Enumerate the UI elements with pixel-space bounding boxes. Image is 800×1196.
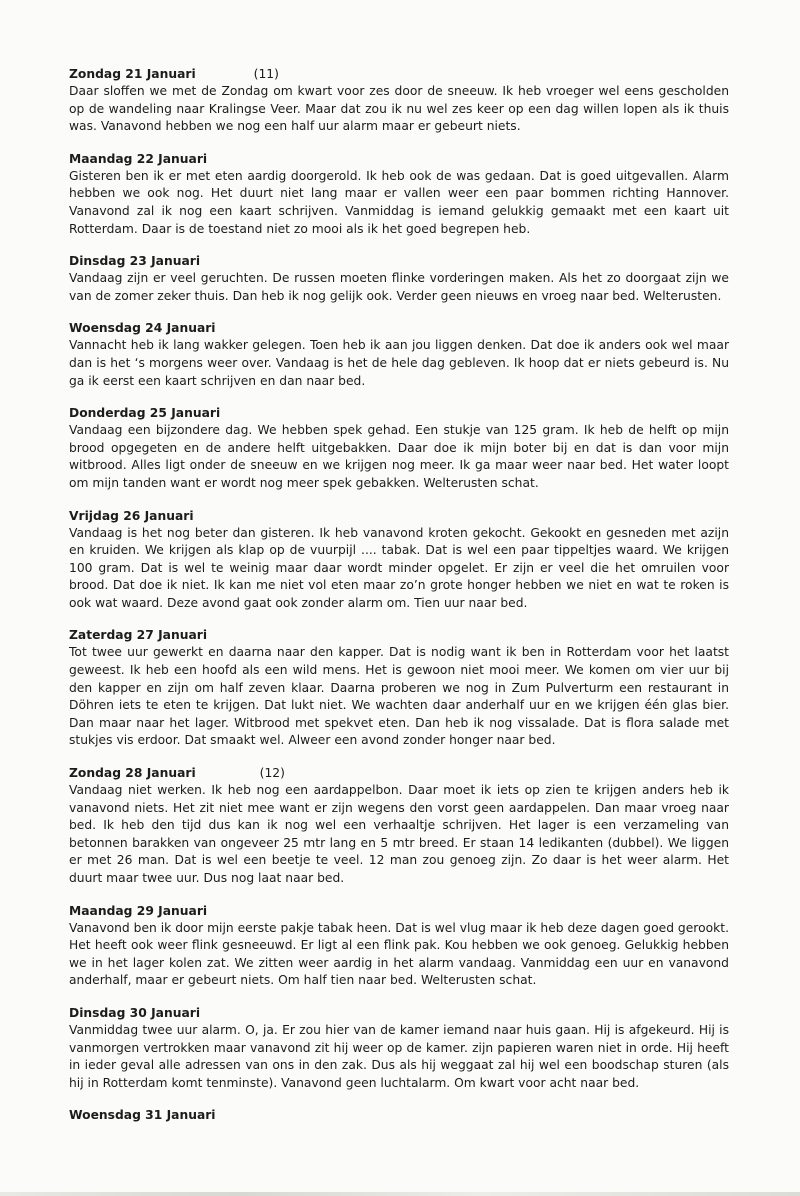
entry-text: Vandaag zijn er veel geruchten. De russen moeten flinke vorderingen maken. Als het zo doorgaat zijn we van de zomer zeker thuis. Dan heb ik nog gelijk ook. Verder geen nieuws en vroeg naar bed. Welterusten. [69,271,729,303]
entry-date: Woensdag 31 Januari [69,1108,216,1123]
entry-heading [69,66,729,83]
entry-text: Gisteren ben ik er met eten aardig doorgerold. Ik heb ook de was gedaan. Dat is goed uitgevallen. Alarm hebben we ook nog. Het duurt niet lang maar er vallen weer een paar bommen richting Hannover. Vanavond zal ik nog een kaart schrijven. Vanmiddag is iemand gelukkig gemaakt met een kaart uit Rotterdam. Daar is de toestand niet zo mooi als ik het goed begrepen heb. [69,168,729,236]
diary-entry [69,405,729,492]
entry-text: Vanavond ben ik door mijn eerste pakje tabak heen. Dat is wel vlug maar ik heb deze dagen goed gerookt. Het heeft ook weer flink gesneeuwd. Er ligt al een flink pak. Kou hebben we ook genoeg. Gelukkig hebben we in het lager kolen zat. We zitten weer aardig in het alarm vandaag. Vanmiddag een uur en vanavond anderhalf, maar er gebeurt niets. Om half tien naar bed. Welterusten schat. [69,920,729,988]
entry-date: Donderdag 25 Januari [69,406,221,421]
diary-entry [69,151,729,238]
entry-heading [69,765,729,782]
diary-entries [69,66,729,1139]
diary-entry [69,903,729,990]
diary-entry [69,765,729,888]
diary-entry [69,1107,729,1124]
entry-date: Vrijdag 26 Januari [69,508,194,523]
entry-date: Zondag 28 Januari [69,766,196,781]
diary-entry [69,1005,729,1092]
entry-date: Zondag 21 Januari [69,67,196,81]
entry-text: Vandaag is het nog beter dan gisteren. Ik heb vanavond kroten gekocht. Gekookt en gesneden met azijn en kruiden. We krijgen als klap op de vuurpijl .... tabak. Dat is wel een paar tippeltjes waard. We krijgen 100 gram. Dat is wel te weinig maar daar wordt minder opgelet. Er zijn er veel die het omruilen voor brood. Dat doe ik niet. Ik kan me niet vol eten maar zo’n grote honger hebben we niet en wat te roken is ook wat waard. Deze avond gaat ook zonder alarm om. Tien uur naar bed. [69,525,729,610]
entry-text: Daar sloffen we met de Zondag om kwart voor zes door de sneeuw. Ik heb vroeger wel eens gescholden op de wandeling naar Kralingse Veer. Maar dat zou ik nu wel zes keer op een dag willen lopen als ik thuis was. Vanavond hebben we nog een half uur alarm maar er gebeurt niets. [69,84,729,134]
diary-entry [69,627,729,750]
entry-text: Tot twee uur gewerkt en daarna naar den kapper. Dat is nodig want ik ben in Rotterdam voor het laatst geweest. Ik heb een hoofd als een wild mens. Het is gewoon niet mooi meer. We komen om vier uur bij den kapper en zijn om half zeven klaar. Daarna proberen we nog in Zum Pulverturm een restaurant in Döhren iets te eten te krijgen. Dat lukt niet. We wachten daar anderhalf uur en we krijgen één glas bier. Dan maar naar het lager. Witbrood met spekvet eten. Dan heb ik nog vissalade. Dat is flora salade met stukjes vis erdoor. Dat smaakt wel. Alweer een avond zonder honger naar bed. [69,645,729,748]
entry-text: Vanmiddag twee uur alarm. O, ja. Er zou hier van de kamer iemand naar huis gaan. Hij is afgekeurd. Hij is vanmorgen vertrokken maar vanavond zit hij weer op de kamer. zijn papieren waren niet in orde. Hij heeft in ieder geval alle adressen van ons in den zak. Dus als hij weggaat zal hij wel een boodschap sturen (als hij in Rotterdam komt tenminste). Vanavond geen luchtalarm. Om kwart voor acht naar bed. [69,1022,729,1090]
entry-number: (11) [253,67,279,81]
diary-entry [69,66,729,136]
entry-date: Dinsdag 30 Januari [69,1005,201,1020]
entry-date: Maandag 22 Januari [69,151,208,166]
scan-edge [0,1192,800,1196]
entry-number: (12) [259,766,285,781]
entry-date: Dinsdag 23 Januari [69,254,201,269]
entry-date: Maandag 29 Januari [69,903,208,918]
entry-date: Zaterdag 27 Januari [69,628,208,643]
diary-entry [69,508,729,613]
entry-text: Vandaag niet werken. Ik heb nog een aardappelbon. Daar moet ik iets op zien te krijgen anders heb ik vanavond niets. Het zit niet mee want er zijn wegens den vorst geen aardappelen. Dan maar vroeg naar bed. Ik heb den tijd dus kan ik nog wel een verhaaltje schrijven. Het lager is een verzameling van betonnen barakken van ongeveer 25 mtr lang en 5 mtr breed. Er staan 14 ledikanten (dubbel). We liggen er met 26 man. Dat is wel een beetje te veel. 12 man zou genoeg zijn. Zo daar is het weer alarm. Het duurt maar twee uur. Dus nog laat naar bed. [69,783,729,885]
entry-text: Vandaag een bijzondere dag. We hebben spek gehad. Een stukje van 125 gram. Ik heb de helft op mijn brood opgegeten en de andere helft uitgebakken. Daar doe ik mijn boter bij en dat is dan voor mijn witbrood. Alles ligt onder de sneeuw en we krijgen nog meer. Ik ga maar weer naar bed. Het water loopt om mijn tanden want er wordt nog meer spek gebakken. Welterusten schat. [69,423,729,490]
diary-entry [69,253,729,305]
diary-entry [69,320,729,390]
entry-date: Woensdag 24 Januari [69,321,216,336]
entry-text: Vannacht heb ik lang wakker gelegen. Toen heb ik aan jou liggen denken. Dat doe ik anders ook wel maar dan is het ‘s morgens weer over. Vandaag is het de hele dag gebleven. Ik hoop dat er niets gebeurd is. Nu ga ik eerst een kaart schrijven en dan naar bed. [69,338,729,388]
